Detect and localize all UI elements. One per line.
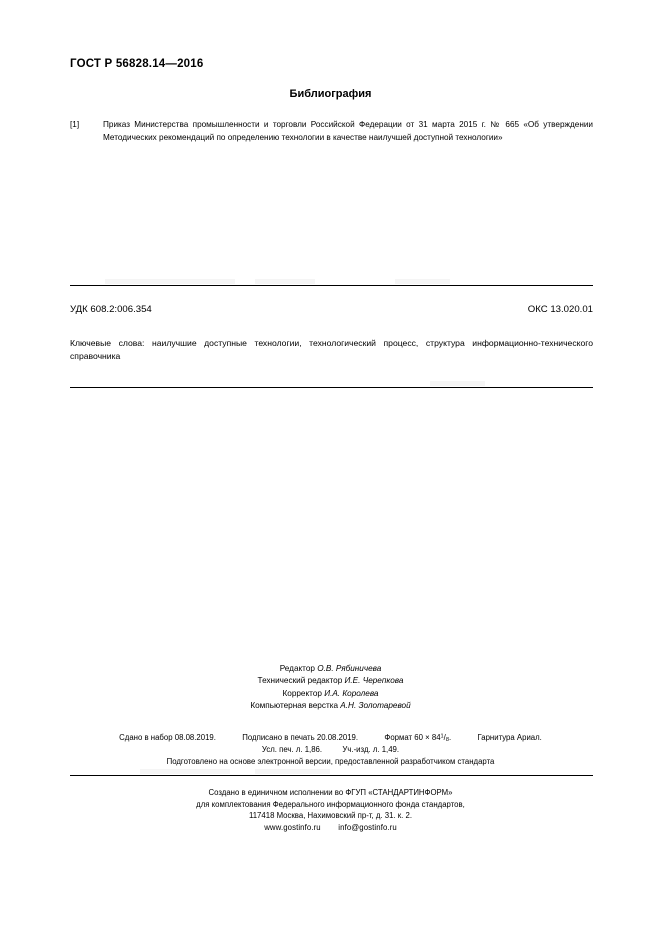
format-value: 60 × 84 (414, 733, 441, 742)
bibliography-entry-text: Приказ Министерства промышленности и торговли Российской Федерации от 31 марта 2015 г. № 665 «Об утверждении Методических рекомендаций по определению технологии в качестве наилучшей доступной технологии» (103, 120, 593, 142)
scan-artifact (430, 381, 485, 386)
imprint-layout-label: Компьютерная верстка (250, 700, 339, 710)
publishing-sheets: Уч.-изд. л. 1,49. (342, 745, 400, 755)
typeface-value: Ариал. (516, 733, 542, 742)
publisher-website: www.gostinfo.ru (264, 822, 321, 832)
print-specs-row-2 (0, 744, 661, 756)
divider-below-keywords (70, 387, 593, 388)
format-fraction-numerator: 1 (440, 733, 444, 740)
colophon-line-1: Создано в единичном исполнении во ФГУП «СТАНДАРТИНФОРМ» (208, 788, 453, 797)
format-fraction (440, 732, 452, 744)
imprint-technical-editor-name: И.Е. Черепкова (344, 676, 404, 686)
scan-artifact (105, 279, 235, 284)
editorial-imprint (0, 663, 661, 712)
imprint-editor-line (0, 663, 661, 675)
format-fraction-slash: / (443, 733, 446, 742)
publisher-colophon (0, 787, 661, 833)
print-specs-row-3 (0, 756, 661, 768)
divider-above-colophon (70, 775, 593, 776)
electronic-version-note: Подготовлено на основе электронной версии, предоставленной разработчиком стандарта (166, 757, 495, 767)
colophon-contact-line (0, 822, 661, 834)
scan-artifact (255, 769, 330, 774)
format-period: . (448, 733, 452, 742)
imprint-editor-label: Редактор (279, 664, 315, 673)
imprint-proofreader-label: Корректор (282, 688, 322, 698)
scan-artifact (140, 769, 230, 774)
submitted-date: 08.08.2019. (174, 733, 216, 742)
imprint-proofreader-name: И.А. Королева (324, 688, 379, 698)
imprint-layout-line (0, 700, 661, 712)
print-specifications (0, 732, 661, 769)
bibliography-entry (70, 119, 593, 144)
imprint-editor-name: О.В. Рябиничева (317, 664, 382, 673)
signed-label: Подписано в печать (242, 733, 315, 742)
colophon-line-3: 117418 Москва, Нахимовский пр-т, д. 31. к. 2. (248, 811, 413, 821)
oks-code: ОКС 13.020.01 (527, 304, 593, 315)
signed-date: 20.08.2019. (316, 733, 359, 742)
typeface-label: Гарнитура (477, 733, 515, 742)
imprint-layout-name: А.Н. Золотаревой (340, 700, 411, 710)
udk-code: УДК 608.2:006.354 (70, 304, 152, 315)
keywords-paragraph: Ключевые слова: наилучшие доступные технологии, технологический процесс, структура информационно-технического справочника (70, 338, 593, 362)
imprint-technical-editor-label: Технический редактор (257, 676, 343, 686)
divider-above-codes (70, 285, 593, 286)
print-specs-row-1 (0, 732, 661, 744)
bibliography-list (70, 119, 593, 144)
format-fraction-denominator: 8 (445, 737, 449, 744)
scan-artifact (395, 279, 450, 284)
submitted-label: Сдано в набор (119, 733, 173, 742)
imprint-technical-editor-line (0, 675, 661, 687)
scan-artifact (255, 279, 315, 284)
page-header-standard-number: ГОСТ Р 56828.14—2016 (70, 58, 204, 70)
bibliography-entry-marker: [1] (70, 120, 80, 129)
classification-codes (70, 303, 593, 316)
format-label: Формат (384, 733, 413, 742)
imprint-proofreader-line (0, 688, 661, 700)
section-title-bibliography: Библиография (289, 88, 372, 100)
publisher-email: info@gostinfo.ru (338, 822, 397, 832)
colophon-line-2: для комплектования Федерального информационного фонда стандартов, (196, 799, 465, 809)
conventional-sheets: Усл. печ. л. 1,86. (261, 745, 323, 755)
